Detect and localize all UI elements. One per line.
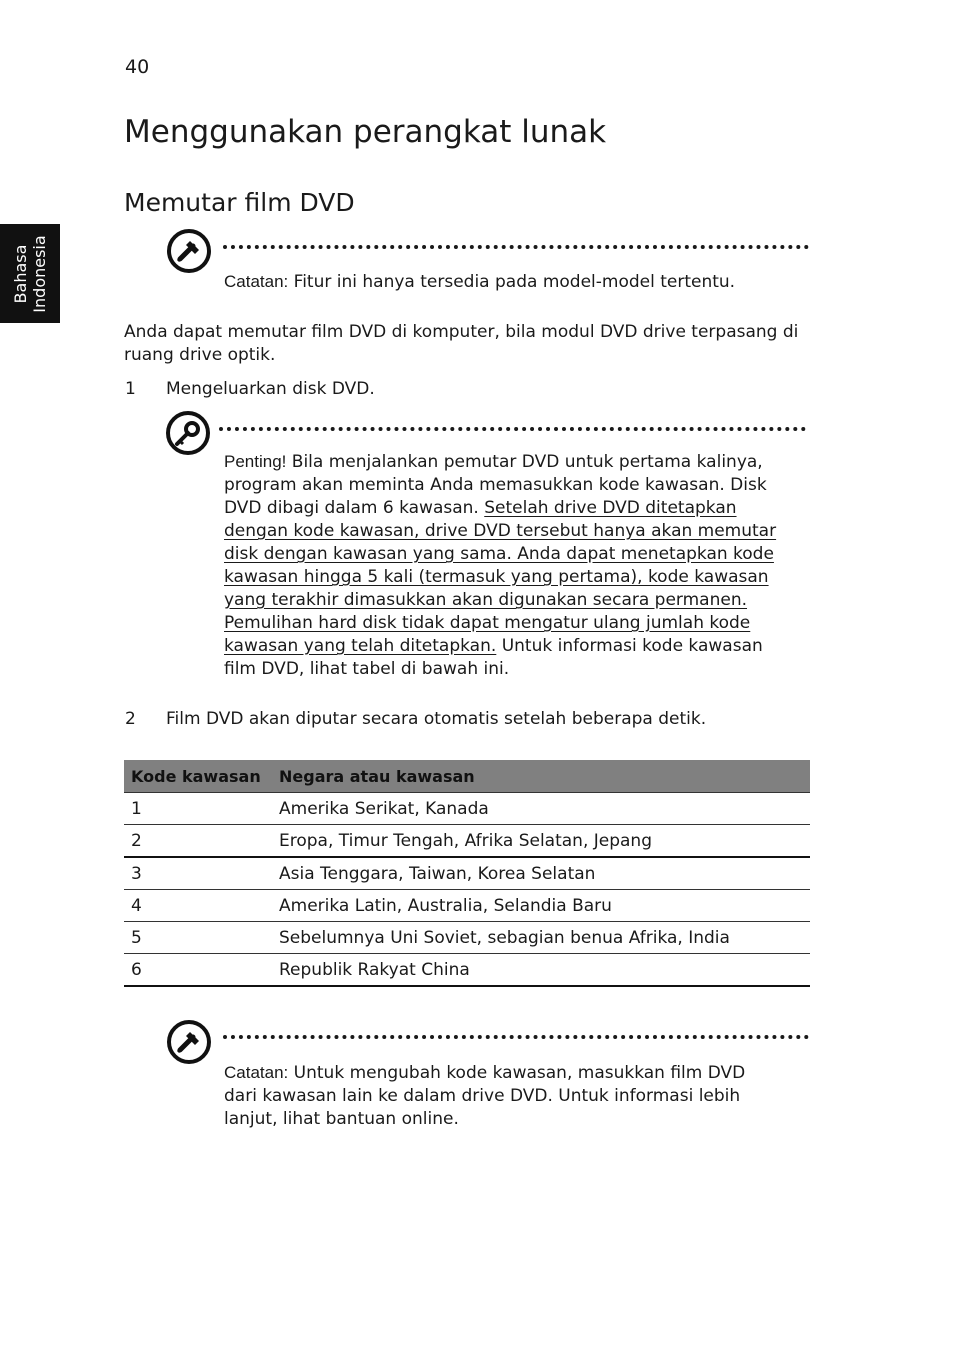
important-underline-3: disk dengan kawasan yang sama. Anda dapat menetapkan kode bbox=[224, 544, 774, 564]
intro-paragraph bbox=[124, 321, 798, 367]
note-2-line-1: Untuk mengubah kode kawasan, masukkan film DVD bbox=[288, 1063, 746, 1083]
cell-code: 2 bbox=[124, 825, 272, 858]
important-separator bbox=[219, 427, 806, 431]
important-line-2: program akan meminta Anda memasukkan kode kawasan. Disk bbox=[224, 475, 767, 495]
note-1-text: Fitur ini hanya tersedia pada model-model tertentu. bbox=[288, 272, 736, 292]
page-title: Menggunakan perangkat lunak bbox=[124, 114, 607, 150]
note-1-label: Catatan: bbox=[224, 272, 289, 291]
important-underline-5: yang terakhir dimasukkan akan digunakan secara permanen. bbox=[224, 590, 748, 610]
important-underline-7: kawasan yang telah ditetapkan. bbox=[224, 636, 497, 656]
table-row bbox=[124, 857, 810, 890]
step-2 bbox=[125, 708, 825, 731]
section-title: Memutar film DVD bbox=[124, 188, 355, 217]
note-2-line-3: lanjut, lihat bantuan online. bbox=[224, 1109, 459, 1129]
cell-code: 5 bbox=[124, 922, 272, 954]
note-2-label: Catatan: bbox=[224, 1063, 289, 1082]
cell-region: Amerika Latin, Australia, Selandia Baru bbox=[272, 890, 810, 922]
important-line-3: DVD dibagi dalam 6 kawasan. bbox=[224, 498, 485, 518]
page-number: 40 bbox=[125, 56, 150, 78]
note-2-line-2: dari kawasan lain ke dalam drive DVD. Untuk informasi lebih bbox=[224, 1086, 741, 1106]
step-1-number: 1 bbox=[125, 379, 136, 399]
cell-region: Republik Rakyat China bbox=[272, 954, 810, 987]
step-1-text: Mengeluarkan disk DVD. bbox=[166, 379, 375, 399]
header-country-region: Negara atau kawasan bbox=[272, 760, 810, 793]
note-2 bbox=[224, 1061, 824, 1131]
step-2-text: Film DVD akan diputar secara otomatis setelah beberapa detik. bbox=[166, 709, 707, 729]
intro-line-1: Anda dapat memutar film DVD di komputer, bila modul DVD drive terpasang di bbox=[124, 322, 799, 342]
cell-region: Asia Tenggara, Taiwan, Korea Selatan bbox=[272, 857, 810, 890]
note-separator bbox=[223, 245, 809, 249]
side-tab-line2: Indonesia bbox=[30, 234, 49, 313]
cell-region: Amerika Serikat, Kanada bbox=[272, 793, 810, 825]
intro-line-2: ruang drive optik. bbox=[124, 345, 276, 365]
important-label: Penting! bbox=[224, 452, 287, 471]
header-region-code: Kode kawasan bbox=[124, 760, 272, 793]
table-row bbox=[124, 793, 810, 825]
table-row bbox=[124, 825, 810, 858]
cell-code: 4 bbox=[124, 890, 272, 922]
important-underline-1: Setelah drive DVD ditetapkan bbox=[484, 498, 737, 518]
cell-region: Eropa, Timur Tengah, Afrika Selatan, Jepang bbox=[272, 825, 810, 858]
table-header-row bbox=[124, 760, 810, 793]
important-tail-2: film DVD, lihat tabel di bawah ini. bbox=[224, 659, 510, 679]
note-separator bbox=[223, 1035, 809, 1039]
side-tab-line1: Bahasa bbox=[11, 244, 30, 303]
table-row bbox=[124, 922, 810, 954]
important-tail-1: Untuk informasi kode kawasan bbox=[496, 636, 763, 656]
important-note bbox=[224, 450, 824, 681]
important-line-1: Bila menjalankan pemutar DVD untuk pertama kalinya, bbox=[286, 452, 763, 472]
cell-code: 3 bbox=[124, 857, 272, 890]
note-icon bbox=[166, 228, 212, 274]
important-underline-4: kawasan hingga 5 kali (termasuk yang pertama), kode kawasan bbox=[224, 567, 769, 587]
step-2-number: 2 bbox=[125, 709, 136, 729]
cell-code: 1 bbox=[124, 793, 272, 825]
language-side-tab bbox=[0, 224, 60, 323]
note-icon bbox=[166, 1019, 212, 1065]
important-key-icon bbox=[165, 410, 211, 456]
region-code-table bbox=[124, 760, 810, 987]
table-row bbox=[124, 954, 810, 987]
cell-code: 6 bbox=[124, 954, 272, 987]
step-1 bbox=[125, 378, 825, 401]
note-1 bbox=[224, 270, 814, 294]
cell-region: Sebelumnya Uni Soviet, sebagian benua Afrika, India bbox=[272, 922, 810, 954]
table-row bbox=[124, 890, 810, 922]
important-underline-6: Pemulihan hard disk tidak dapat mengatur ulang jumlah kode bbox=[224, 613, 751, 633]
important-underline-2: dengan kode kawasan, drive DVD tersebut hanya akan memutar bbox=[224, 521, 777, 541]
